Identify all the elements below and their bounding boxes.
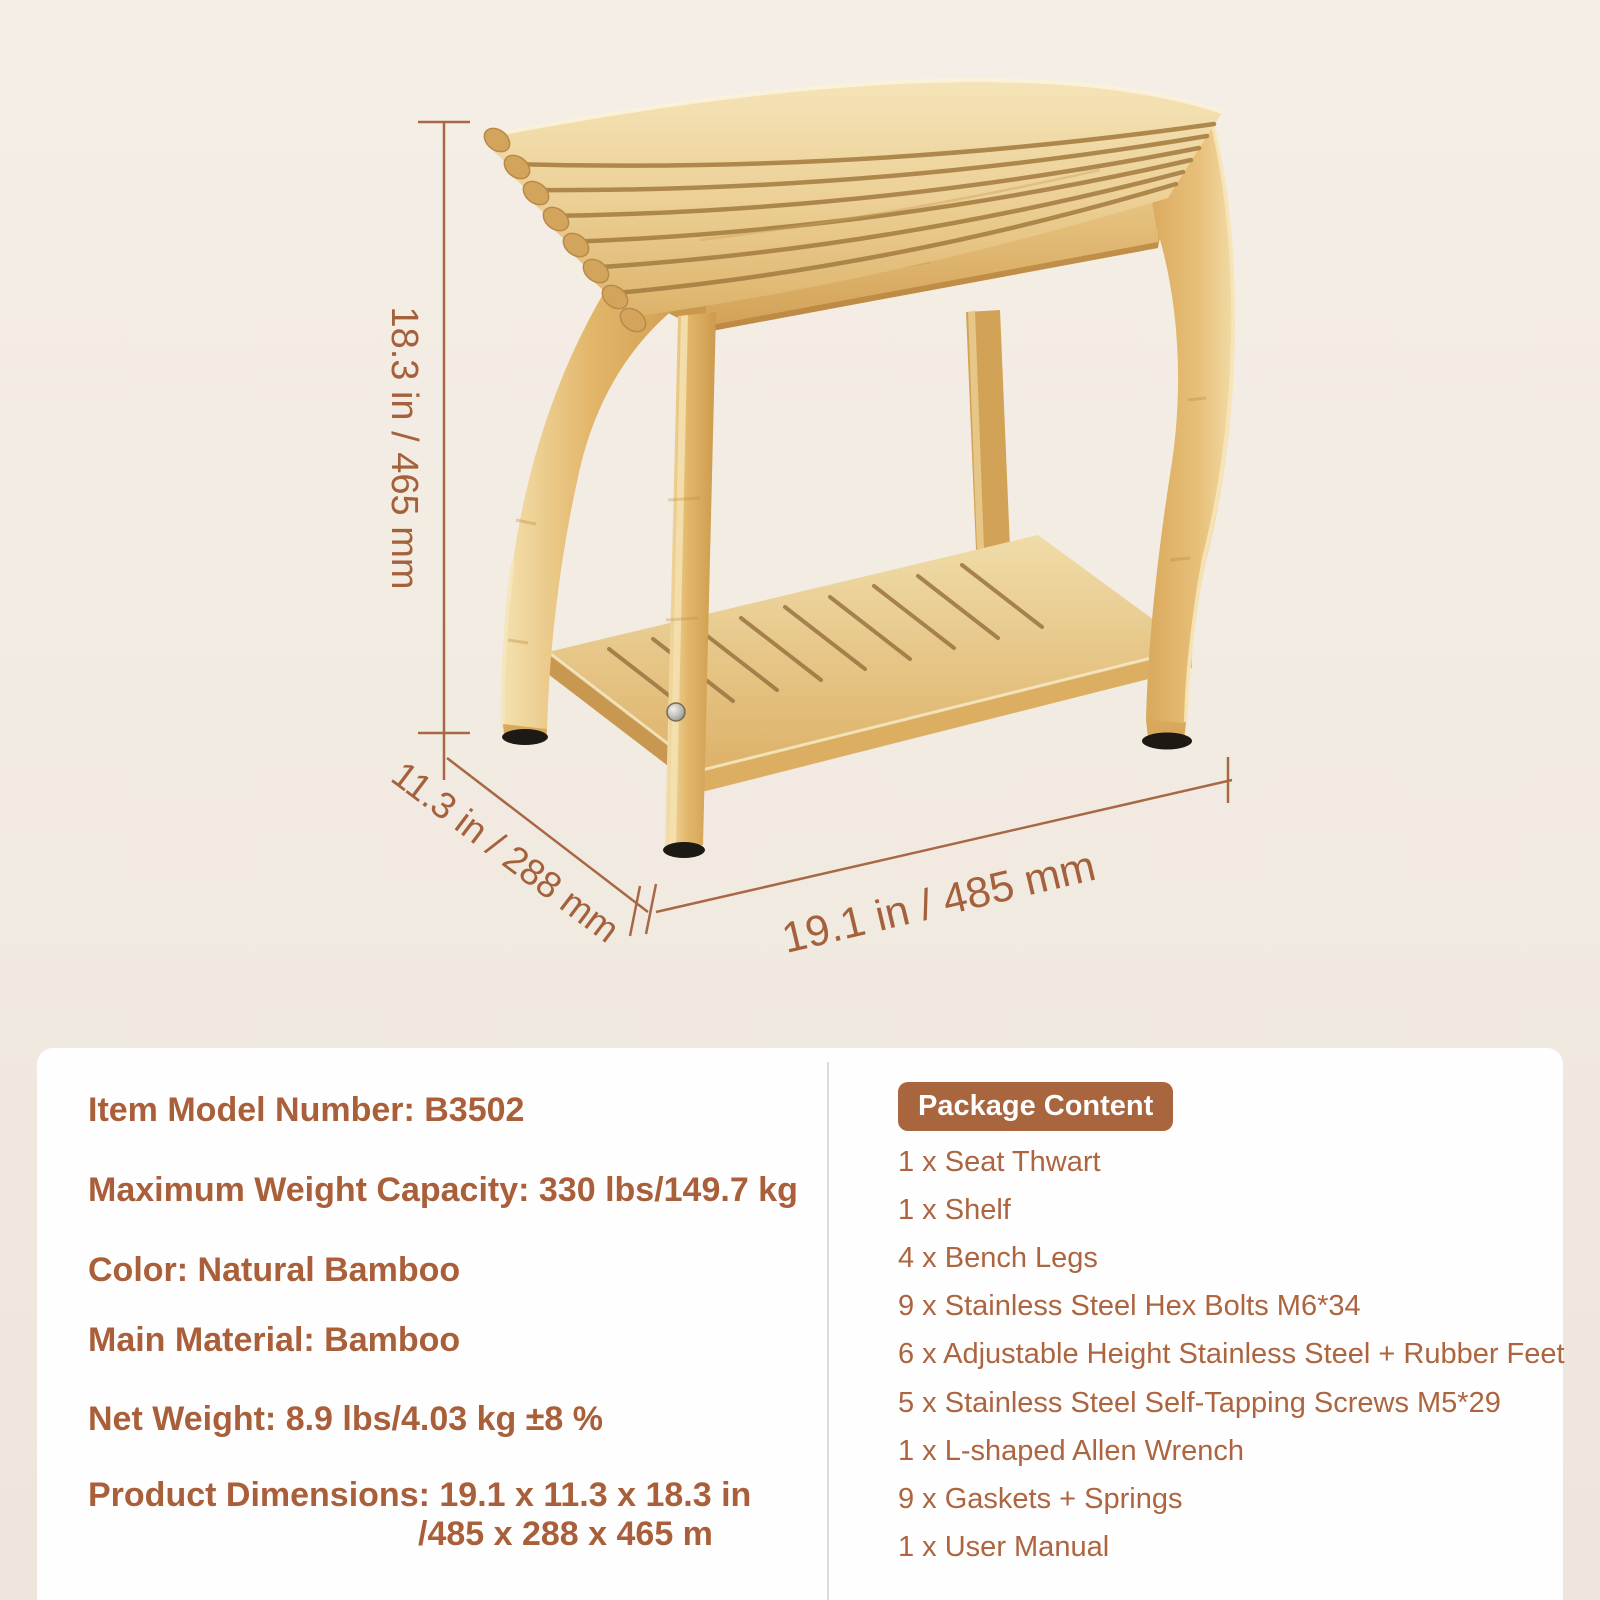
spec-item-model: Item Model Number: B3502 [88, 1091, 525, 1129]
column-divider [827, 1062, 829, 1600]
bolt-detail [667, 703, 685, 721]
package-item: 9 x Gaskets + Springs [898, 1483, 1183, 1515]
spec-net-weight: Net Weight: 8.9 lbs/4.03 kg ±8 % [88, 1400, 603, 1438]
bench-right-leg [1142, 126, 1235, 750]
spec-material: Main Material: Bamboo [88, 1321, 461, 1359]
bench-back-leg [966, 310, 1010, 550]
bench-image [480, 80, 1235, 858]
spec-product-dimensions-line1: Product Dimensions: 19.1 x 11.3 x 18.3 in [88, 1476, 752, 1514]
spec-color: Color: Natural Bamboo [88, 1251, 461, 1289]
height-dimension-label: 18.3 in / 465 mm [383, 306, 425, 590]
package-item: 4 x Bench Legs [898, 1242, 1098, 1274]
package-content-badge: Package Content [898, 1082, 1173, 1131]
spec-product-dimensions-line2: /485 x 288 x 465 m [418, 1515, 713, 1553]
spec-weight-capacity: Maximum Weight Capacity: 330 lbs/149.7 kg [88, 1171, 798, 1209]
package-item: 1 x Shelf [898, 1194, 1011, 1226]
spec-panel [37, 1048, 1563, 1600]
bench-shelf [548, 535, 1192, 792]
package-item: 9 x Stainless Steel Hex Bolts M6*34 [898, 1290, 1361, 1322]
spec-product-dimensions [88, 1475, 751, 1553]
width-dimension-label: 19.1 in / 485 mm [777, 841, 1101, 963]
package-item: 6 x Adjustable Height Stainless Steel + Rubber Feet [898, 1338, 1565, 1370]
package-item: 5 x Stainless Steel Self-Tapping Screws M5*29 [898, 1387, 1501, 1419]
package-item: 1 x Seat Thwart [898, 1146, 1101, 1178]
package-item: 1 x User Manual [898, 1531, 1110, 1563]
depth-dimension-label: 11.3 in / 288 mm [384, 753, 627, 951]
package-item: 1 x L-shaped Allen Wrench [898, 1435, 1245, 1467]
